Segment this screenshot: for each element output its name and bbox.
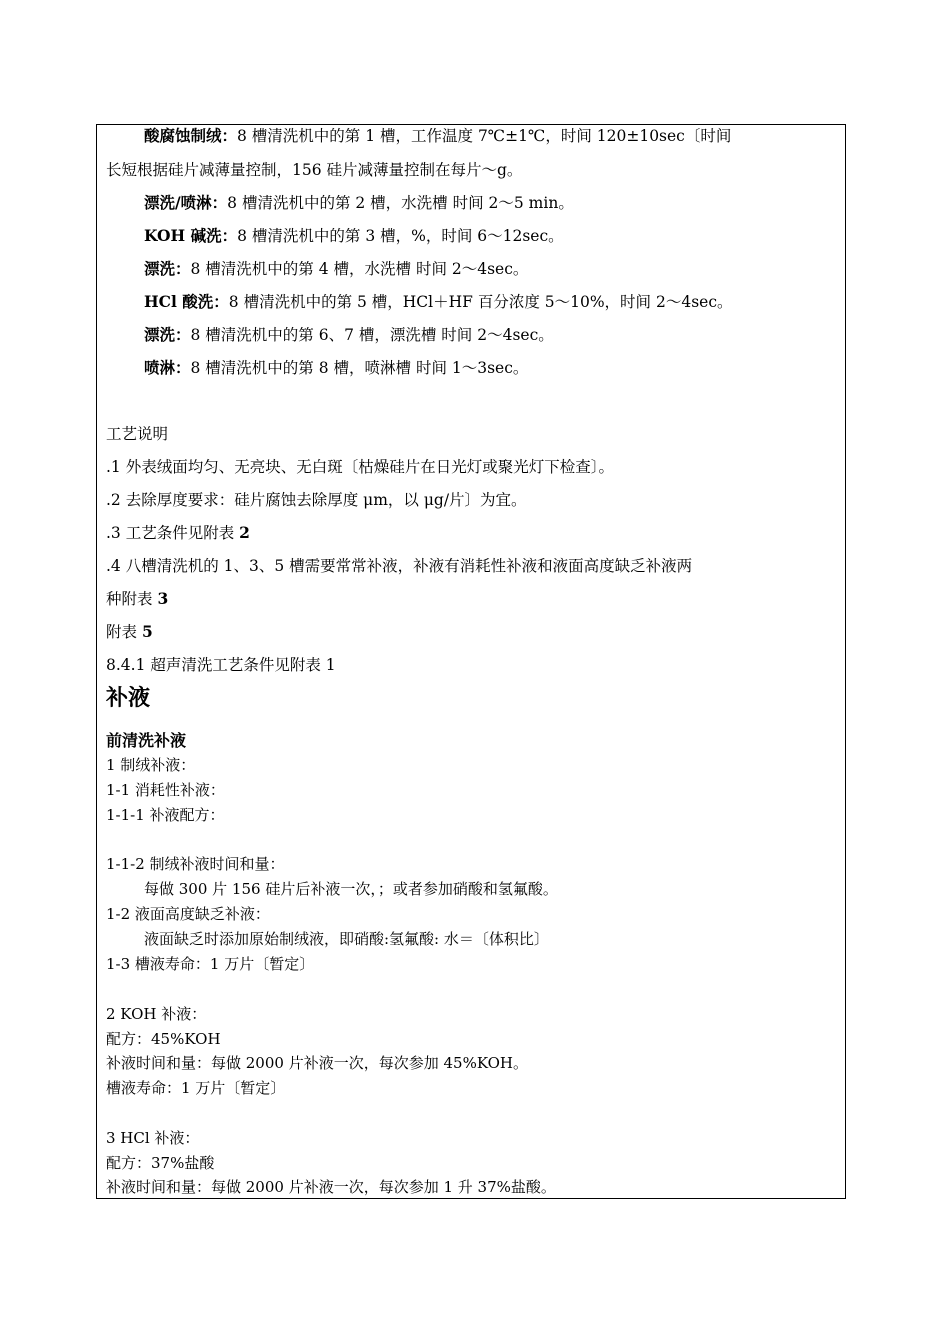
step-text: 8 槽清洗机中的第 1 槽，工作温度 7℃±1℃，时间 120±10sec〔时间 (237, 127, 732, 145)
replenish-line: 1 制绒补液： (106, 756, 196, 774)
step-label: 漂洗/喷淋： (144, 193, 228, 212)
step-text: 8 槽清洗机中的第 3 槽，%，时间 6～12sec。 (237, 227, 564, 245)
replenish-line: 每做 300 片 156 硅片后补液一次，；或者参加硝酸和氢氟酸。 (144, 880, 558, 898)
step-rinse-spray (144, 193, 574, 213)
step-text: 8 槽清洗机中的第 8 槽，喷淋槽 时间 1～3sec。 (190, 359, 529, 377)
note-4: .4 八槽清洗机的 1、3、5 槽需要常常补液，补液有消耗性补液和液面高度缺乏补液两 (106, 557, 693, 575)
replenish-line: 1-1-2 制绒补液时间和量： (106, 855, 285, 873)
note-5: 附表 5 (106, 622, 153, 641)
step-spray-8 (144, 358, 528, 378)
pre-clean-subheading: 前清洗补液 (106, 731, 187, 750)
step-label: 漂洗： (144, 325, 191, 344)
note-3: .3 工艺条件见附表 2 (106, 523, 250, 542)
replenish-line: 1-2 液面高度缺乏补液： (106, 905, 270, 923)
replenish-line: 液面缺乏时添加原始制绒液，即硝酸:氢氟酸: 水＝〔体积比〕 (144, 930, 549, 948)
step-label: HCl 酸洗： (144, 292, 229, 311)
replenish-line: 2 KOH 补液： (106, 1005, 207, 1023)
replenish-line: 1-1 消耗性补液： (106, 781, 225, 799)
step-label: KOH 碱洗： (144, 226, 238, 245)
note-6: 8.4.1 超声清洗工艺条件见附表 1 (106, 656, 336, 674)
replenish-line: 补液时间和量：每做 2000 片补液一次，每次参加 45%KOH。 (106, 1054, 529, 1072)
replenish-line: 1-1-1 补液配方： (106, 806, 225, 824)
step-rinse-4 (144, 259, 528, 279)
step-acid-texturing-cont: 长短根据硅片减薄量控制，156 硅片减薄量控制在每片～g。 (106, 161, 523, 179)
step-acid-texturing (144, 126, 731, 146)
step-text: 8 槽清洗机中的第 4 槽，水洗槽 时间 2～4sec。 (190, 260, 529, 278)
note-4-cont: 种附表 3 (106, 589, 169, 608)
step-label: 漂洗： (144, 259, 191, 278)
note-1: .1 外表绒面均匀、无亮块、无白斑〔枯燥硅片在日光灯或聚光灯下检查〕。 (106, 458, 614, 476)
replenish-line: 配方：45%KOH (106, 1030, 221, 1048)
step-text: 8 槽清洗机中的第 6、7 槽，漂洗槽 时间 2～4sec。 (190, 326, 554, 344)
replenish-line: 槽液寿命：1 万片〔暂定〕 (106, 1079, 286, 1097)
step-rinse-67 (144, 325, 554, 345)
step-hcl-wash (144, 292, 733, 312)
replenish-heading: 补液 (106, 685, 151, 711)
step-label: 酸腐蚀制绒： (144, 126, 238, 145)
step-koh-wash (144, 226, 564, 246)
replenish-line: 1-3 槽液寿命：1 万片〔暂定〕 (106, 955, 315, 973)
replenish-line: 3 HCl 补液： (106, 1129, 200, 1147)
step-text: 8 槽清洗机中的第 2 槽，水洗槽 时间 2～5 min。 (227, 194, 574, 212)
process-notes-title: 工艺说明 (106, 425, 169, 443)
step-label: 喷淋： (144, 358, 191, 377)
step-text: 8 槽清洗机中的第 5 槽，HCl＋HF 百分浓度 5～10%，时间 2～4sec。 (228, 293, 733, 311)
replenish-line: 配方：37%盐酸 (106, 1154, 215, 1172)
note-2: .2 去除厚度要求：硅片腐蚀去除厚度 μm，以 μg/片〕为宜。 (106, 491, 527, 509)
replenish-line: 补液时间和量：每做 2000 片补液一次，每次参加 1 升 37%盐酸。 (106, 1178, 556, 1196)
